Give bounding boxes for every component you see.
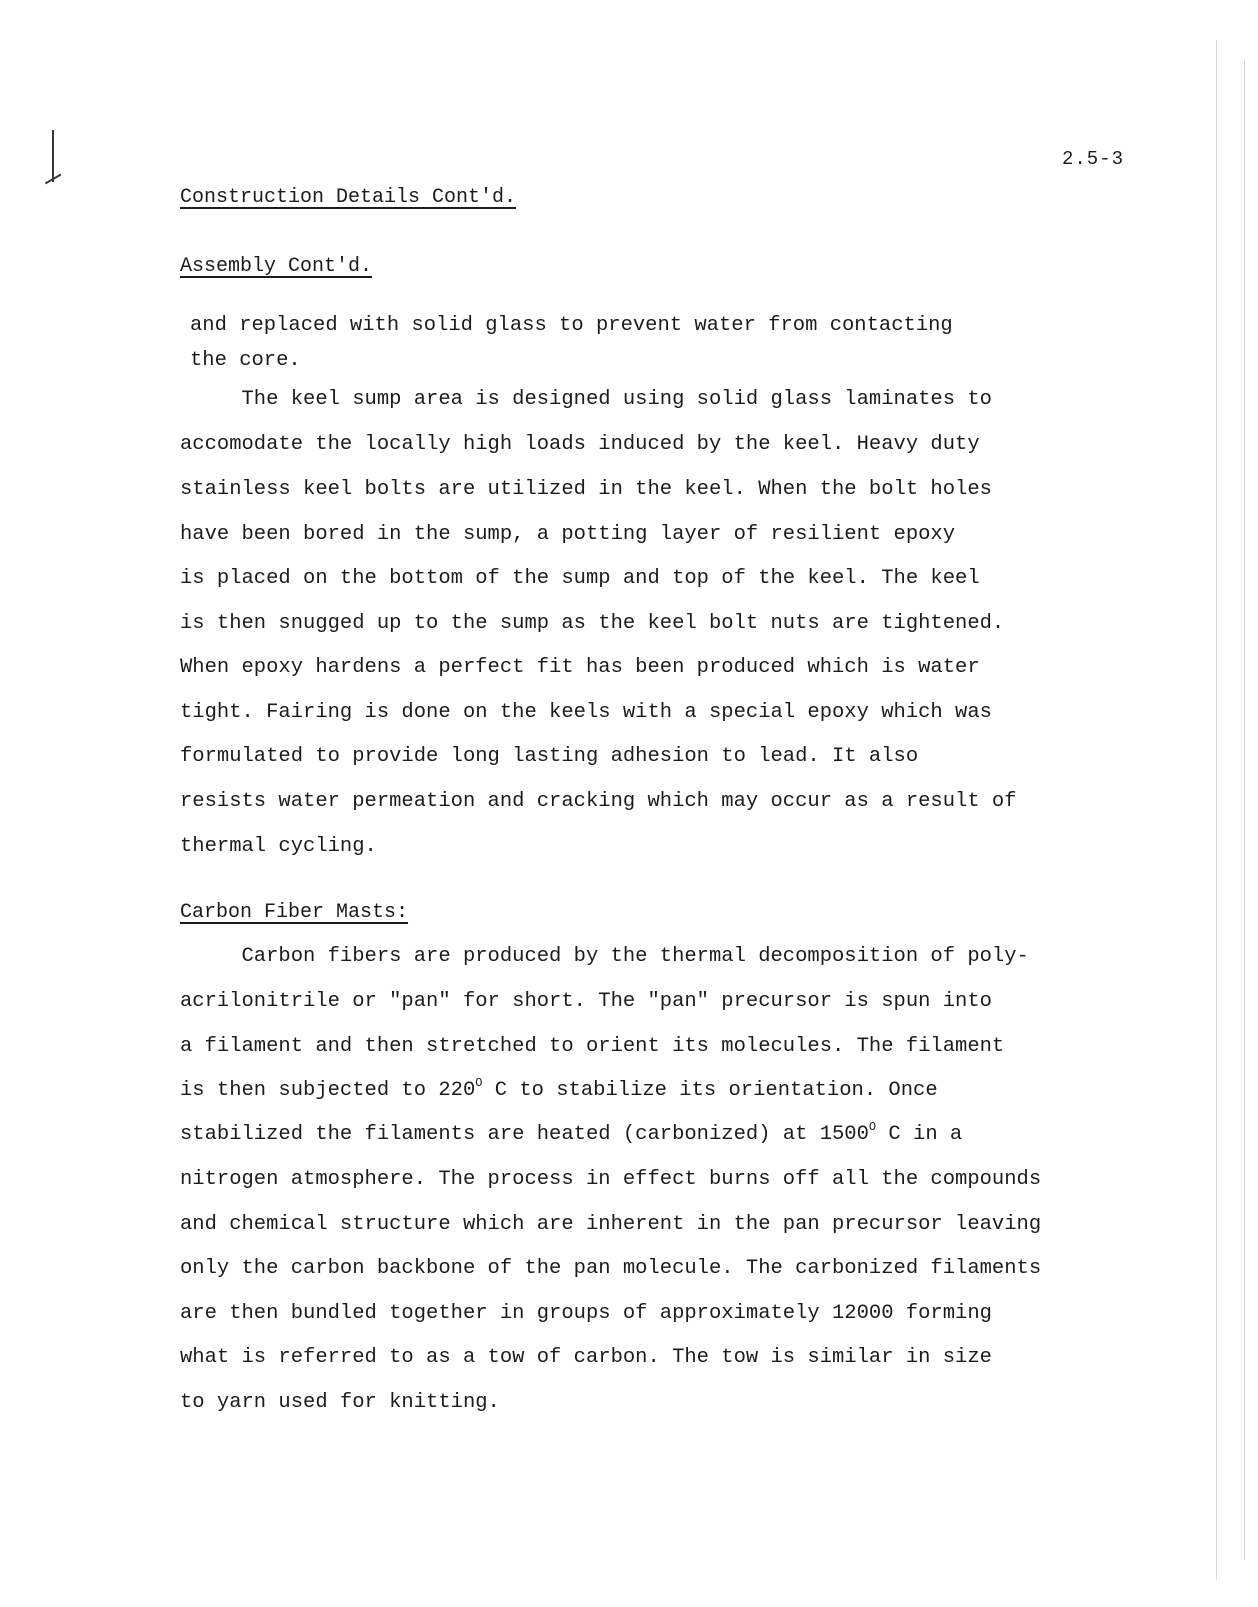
page-edge-line <box>1244 60 1245 1560</box>
section-heading-construction: Construction Details Cont'd. <box>180 186 517 209</box>
body-text-line <box>180 1076 938 1103</box>
margin-mark <box>52 130 54 182</box>
degree-superscript: O <box>475 1076 483 1090</box>
body-text-line: only the carbon backbone of the pan molecule. The carbonized filaments <box>180 1257 1042 1280</box>
body-text-line: formulated to provide long lasting adhesion to lead. It also <box>180 745 919 768</box>
body-text-line: stainless keel bolts are utilized in the keel. When the bolt holes <box>180 478 992 501</box>
line-text: stabilized the filaments are heated (carbonized) at 1500 <box>180 1123 869 1146</box>
line-text: C to stabilize its orientation. Once <box>482 1079 938 1102</box>
body-text-line: a filament and then stretched to orient its molecules. The filament <box>180 1035 1005 1058</box>
body-text-line: to yarn used for knitting. <box>180 1391 500 1414</box>
body-text-line: are then bundled together in groups of approximately 12000 forming <box>180 1302 992 1325</box>
body-text-line: have been bored in the sump, a potting layer of resilient epoxy <box>180 523 956 546</box>
body-text-line: what is referred to as a tow of carbon. The tow is similar in size <box>180 1346 992 1369</box>
line-text: C in a <box>876 1123 963 1146</box>
degree-superscript: O <box>868 1120 877 1134</box>
line-text: is then subjected to 220 <box>180 1079 476 1102</box>
body-text-line: is placed on the bottom of the sump and top of the keel. The keel <box>180 567 980 590</box>
body-text-line: nitrogen atmosphere. The process in effect burns off all the compounds <box>180 1168 1042 1191</box>
body-text-line: thermal cycling. <box>180 835 377 858</box>
subsection-heading-assembly: Assembly Cont'd. <box>180 255 373 278</box>
body-text-line: resists water permeation and cracking which may occur as a result of <box>180 790 1017 813</box>
body-text-line: When epoxy hardens a perfect fit has been produced which is water <box>180 656 980 679</box>
body-text-line: Carbon fibers are produced by the thermal decomposition of poly- <box>180 945 1029 968</box>
body-text-line <box>180 1120 963 1147</box>
section-heading-carbon-fiber: Carbon Fiber Masts: <box>180 901 409 924</box>
body-text-line: is then snugged up to the sump as the keel bolt nuts are tightened. <box>180 612 1005 635</box>
body-text-line: the core. <box>190 349 301 372</box>
page-edge-line <box>1216 40 1217 1580</box>
body-text-line: The keel sump area is designed using solid glass laminates to <box>180 388 992 411</box>
body-text-line: acrilonitrile or "pan" for short. The "pan" precursor is spun into <box>180 990 992 1013</box>
page-number: 2.5-3 <box>1062 148 1125 170</box>
body-text-line: accomodate the locally high loads induced by the keel. Heavy duty <box>180 433 980 456</box>
body-text-line: and chemical structure which are inherent in the pan precursor leaving <box>180 1213 1042 1236</box>
body-text-line: tight. Fairing is done on the keels with a special epoxy which was <box>180 701 992 724</box>
body-text-line: and replaced with solid glass to prevent water from contacting <box>190 314 953 337</box>
